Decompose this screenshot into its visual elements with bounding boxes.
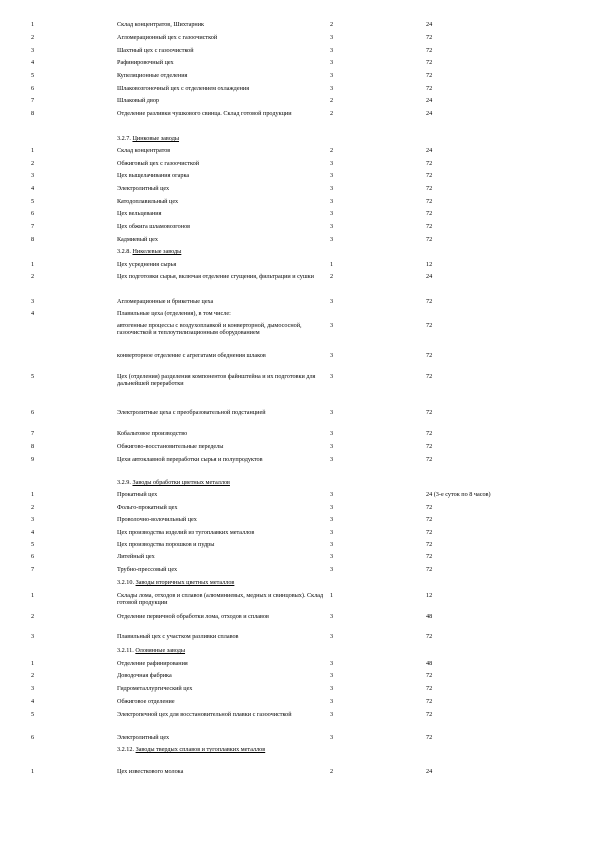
row-hours: 72 [426,236,433,243]
row-number: 3 [31,685,35,692]
row-number: 1 [31,261,35,268]
row-grade: 3 [330,72,334,79]
row-number: 9 [31,456,35,463]
row-grade: 3 [330,541,334,548]
row-number: 6 [31,210,35,217]
row-number: 2 [31,613,35,620]
row-grade: 3 [330,409,334,416]
row-name: Электролитный цех [117,734,170,741]
row-hours: 72 [426,160,433,167]
row-hours: 72 [426,352,433,359]
row-number: 1 [31,768,35,775]
row-name: Катодоплавильный цех [117,198,179,205]
row-number: 7 [31,430,35,437]
row-name: Склад концентратов [117,147,171,154]
row-grade: 3 [330,734,334,741]
section-number: 3.2.10. [117,579,136,586]
row-grade: 3 [330,210,334,217]
row-hours: 72 [426,298,433,305]
row-name: Цех производства изделий из тугоплавких металлов [117,529,255,536]
row-name: Трубно-прессовый цех [117,566,178,573]
section-number: 3.2.8. [117,248,133,255]
row-number: 3 [31,47,35,54]
row-hours: 72 [426,409,433,416]
row-grade: 3 [330,456,334,463]
row-name: Обжиговый цех с газоочисткой [117,160,200,167]
row-number: 1 [31,21,35,28]
row-number: 4 [31,310,35,317]
section-heading [117,647,337,654]
row-hours: 72 [426,685,433,692]
row-grade: 3 [330,198,334,205]
row-grade: 3 [330,172,334,179]
row-grade: 2 [330,147,334,154]
row-hours: 12 [426,592,433,599]
row-name: Шлаковый двор [117,97,160,104]
row-hours: 72 [426,210,433,217]
row-hours: 72 [426,185,433,192]
row-grade: 3 [330,59,334,66]
row-number: 5 [31,373,35,380]
row-grade: 3 [330,529,334,536]
row-hours: 72 [426,734,433,741]
row-name: Отделение разливки чушкового свинца. Склад готовой продукции [117,110,292,117]
row-number: 7 [31,566,35,573]
row-name: Плавильный цех с участком разливки сплавов [117,633,239,640]
row-hours: 72 [426,34,433,41]
row-name: Купеляционные отделения [117,72,188,79]
row-name: Кобальтовое производство [117,430,188,437]
row-grade: 3 [330,185,334,192]
row-grade: 3 [330,236,334,243]
row-grade: 2 [330,21,334,28]
row-grade: 3 [330,443,334,450]
row-name: Кадмиевый цех [117,236,158,243]
row-hours: 72 [426,223,433,230]
row-name: Цех производства порошков и пудры [117,541,215,548]
row-name: Обжиговое отделение [117,698,175,705]
row-number: 6 [31,85,35,92]
row-grade: 3 [330,660,334,667]
row-name: Проволочно-волочильный цех [117,516,197,523]
row-hours: 72 [426,430,433,437]
section-title: Заводы твердых сплавов и тугоплавких металлов [135,746,266,753]
row-grade: 3 [330,491,334,498]
row-hours: 72 [426,72,433,79]
row-hours: 72 [426,516,433,523]
row-grade: 3 [330,47,334,54]
row-grade: 3 [330,223,334,230]
row-grade: 3 [330,698,334,705]
row-name: Цех подготовки сырья, включая отделение сгущения, фильтрации и сушки [117,273,314,280]
row-name: Цехи автоклавной переработки сырья и полупродуктов [117,456,263,463]
row-name: Фольго-прокатный цех [117,504,178,511]
row-number: 7 [31,223,35,230]
row-grade: 3 [330,85,334,92]
row-number: 6 [31,409,35,416]
row-name: Шлаковозгоночный цех с отделением охлаждения [117,85,250,92]
row-number: 4 [31,185,35,192]
row-name: автогенные процессы с воздухоплавкой и конверторной, дымососной, газоочисткой и теплоутилизационным оборудованием [117,322,302,337]
row-number: 5 [31,711,35,718]
row-grade: 3 [330,373,334,380]
row-hours: 72 [426,672,433,679]
row-name: Шахтный цех с газоочисткой [117,47,194,54]
row-hours: 72 [426,711,433,718]
row-grade: 3 [330,298,334,305]
row-grade: 2 [330,273,334,280]
row-name: Цех обжига шламовозгонов [117,223,191,230]
row-grade: 3 [330,633,334,640]
row-name: Прокатный цех [117,491,158,498]
row-name: Цех выщелачивания огарка [117,172,190,179]
row-hours: 72 [426,504,433,511]
row-name: Литейный цех [117,553,155,560]
row-number: 2 [31,273,35,280]
row-grade: 2 [330,110,334,117]
row-grade: 2 [330,768,334,775]
row-number: 1 [31,491,35,498]
row-number: 7 [31,97,35,104]
row-number: 1 [31,147,35,154]
row-grade: 3 [330,516,334,523]
row-hours: 48 [426,613,433,620]
section-number: 3.2.11. [117,647,136,654]
row-hours: 72 [426,198,433,205]
section-heading [117,746,337,753]
row-number: 3 [31,172,35,179]
row-number: 3 [31,298,35,305]
row-name: Агломерационный цех с газоочисткой [117,34,218,41]
row-name: Доводочная фабрика [117,672,172,679]
row-number: 3 [31,633,35,640]
row-grade: 3 [330,685,334,692]
row-grade: 3 [330,504,334,511]
row-number: 6 [31,734,35,741]
row-name: Цех вельцевания [117,210,162,217]
row-name: Склад концентратов, Шихтарник [117,21,205,28]
section-number: 3.2.7. [117,135,133,142]
section-title: Заводы вторичных цветных металлов [135,579,235,586]
row-name: конверторное отделение с агрегатами обеднения шлаков [117,352,266,359]
row-name: Агломерационные и брикетные цеха [117,298,214,305]
row-hours: 72 [426,456,433,463]
row-hours: 24 [426,273,433,280]
row-hours: 72 [426,698,433,705]
row-name: Отделение первичной обработки лома, отходов и сплавов [117,613,269,620]
row-number: 2 [31,34,35,41]
row-number: 3 [31,516,35,523]
row-hours: 72 [426,59,433,66]
row-name: Рафинировочный цех [117,59,174,66]
row-grade: 3 [330,34,334,41]
row-hours: 24 [426,147,433,154]
row-name: Электропечной цех для восстановительной плавки с газоочисткой [117,711,292,718]
row-hours: 72 [426,85,433,92]
section-title: Цинковые заводы [132,135,180,142]
section-number: 3.2.9. [117,479,133,486]
section-number: 3.2.12. [117,746,136,753]
row-name: Электролитные цеха с преобразовательной подстанцией [117,409,266,416]
row-name: Цех известкового молока [117,768,184,775]
section-title: Заводы обработки цветных металлов [132,479,230,486]
row-number: 8 [31,236,35,243]
row-grade: 1 [330,592,334,599]
row-hours: 72 [426,47,433,54]
row-name: Гидрометаллургический цех [117,685,193,692]
row-hours: 72 [426,443,433,450]
row-number: 4 [31,59,35,66]
row-number: 5 [31,198,35,205]
row-hours: 72 [426,633,433,640]
row-hours: 72 [426,172,433,179]
row-grade: 3 [330,160,334,167]
row-grade: 3 [330,613,334,620]
row-number: 4 [31,698,35,705]
row-number: 6 [31,553,35,560]
row-grade: 3 [330,430,334,437]
row-hours: 72 [426,322,433,329]
row-number: 1 [31,660,35,667]
row-grade: 2 [330,97,334,104]
row-number: 2 [31,160,35,167]
row-number: 4 [31,529,35,536]
row-grade: 3 [330,566,334,573]
row-name: Обжигово-восстановительные переделы [117,443,224,450]
row-hours: 72 [426,541,433,548]
section-heading [117,479,337,486]
row-hours: 24 [426,97,433,104]
section-title: Оловянные заводы [135,647,186,654]
row-number: 5 [31,72,35,79]
row-name: Плавильные цеха (отделения), в том числе: [117,310,231,317]
row-name: Цех усреднения сырья [117,261,177,268]
section-heading [117,248,337,255]
row-hours: 12 [426,261,433,268]
section-heading [117,579,337,586]
row-hours: 72 [426,553,433,560]
row-name: Электролитный цех [117,185,170,192]
row-number: 2 [31,504,35,511]
row-number: 1 [31,592,35,599]
row-hours: 24 [426,21,433,28]
row-hours: 48 [426,660,433,667]
row-grade: 3 [330,711,334,718]
row-hours: 72 [426,373,433,380]
row-name: Склады лома, отходов и сплавов (алюминиевых, медных и свинцовых). Склад готовой продукции [117,592,324,607]
row-grade: 3 [330,322,334,329]
row-grade: 3 [330,352,334,359]
row-hours: 24 [426,768,433,775]
row-hours: 24 [426,110,433,117]
row-number: 2 [31,672,35,679]
row-grade: 1 [330,261,334,268]
row-name: Цех (отделения) разделения компонентов файнштейна и их подготовки для дальнейшей переработки [117,373,316,388]
row-number: 8 [31,443,35,450]
section-heading [117,135,337,142]
row-hours: 72 [426,566,433,573]
row-number: 8 [31,110,35,117]
row-hours: 24 (3-е суток по 8 часов) [426,491,491,498]
row-number: 5 [31,541,35,548]
row-hours: 72 [426,529,433,536]
row-name: Отделение рафинирования [117,660,188,667]
row-grade: 3 [330,672,334,679]
section-title: Никелевые заводы [132,248,182,255]
row-grade: 3 [330,553,334,560]
